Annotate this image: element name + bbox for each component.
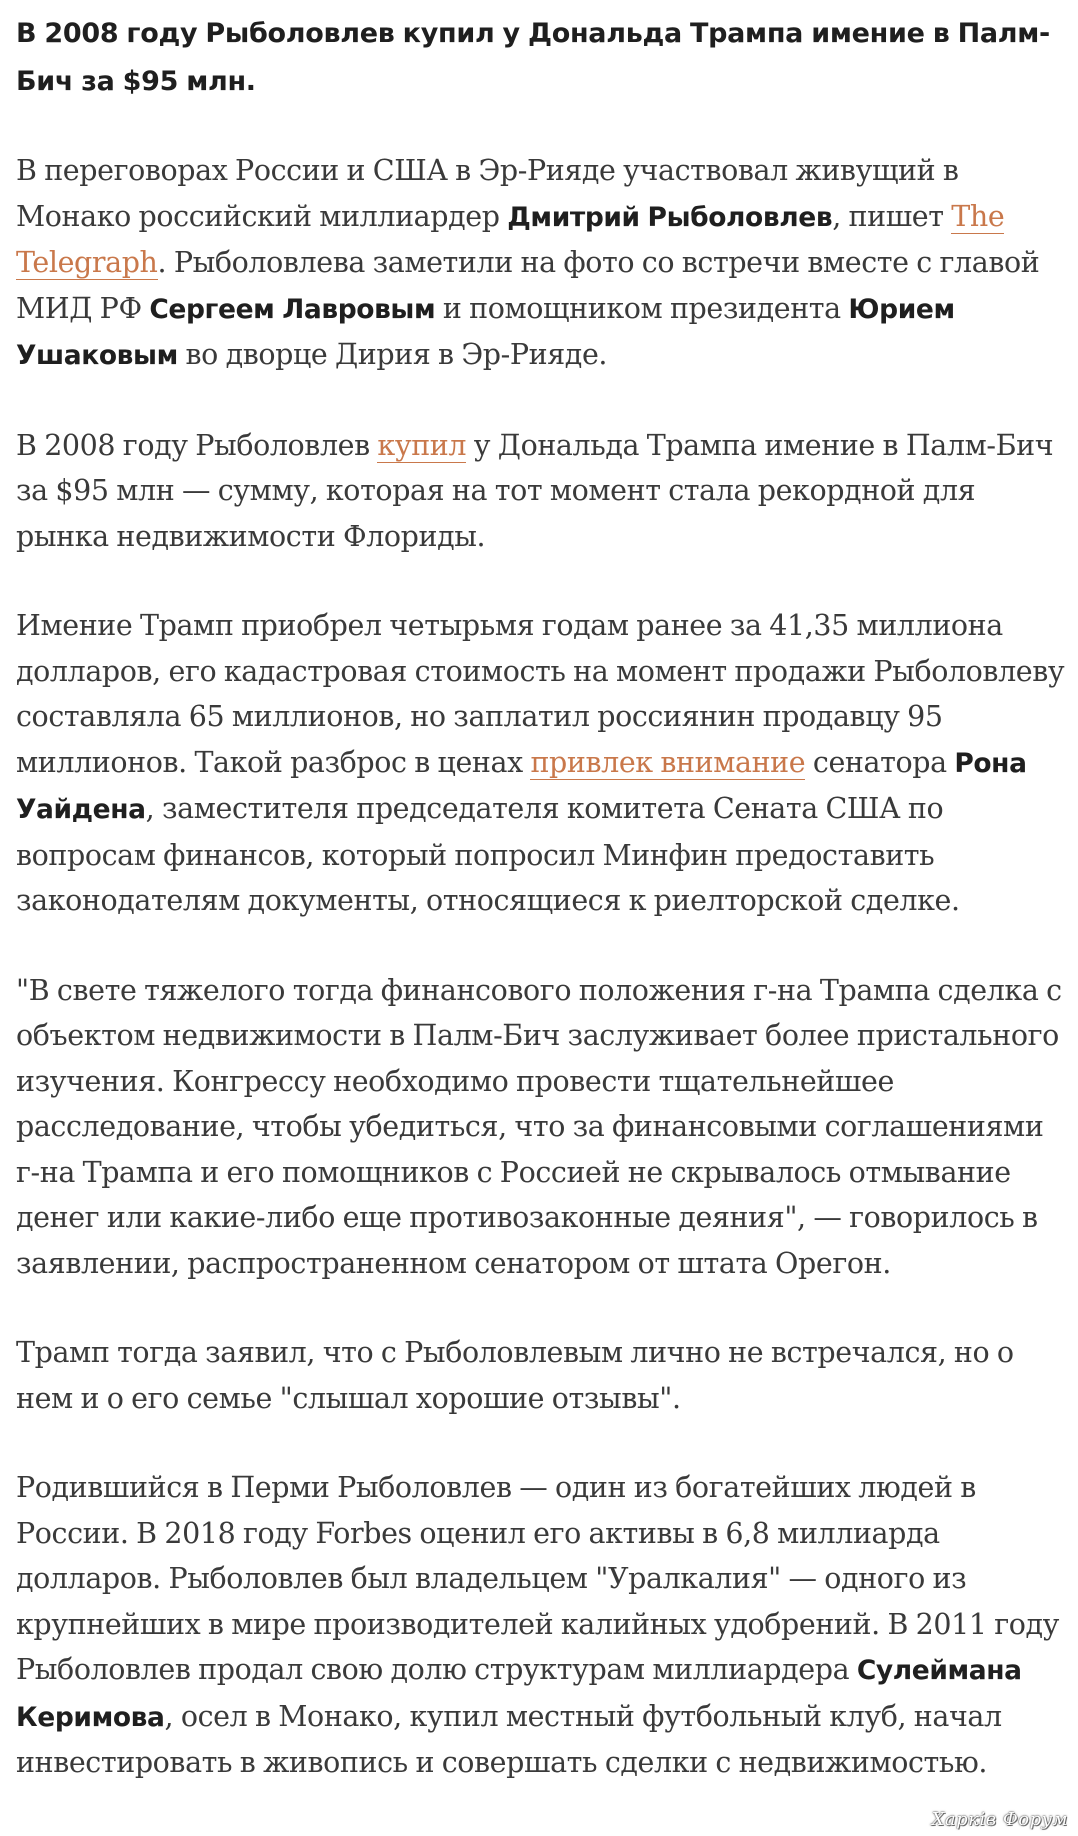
paragraph-price-details [16,603,1068,924]
paragraph-text: , осел в Монако, купил местный футбольный клуб, начал инвестировать в живопись и совершать сделки с недвижимостью. [16,1699,1002,1779]
paragraph-text: Трамп тогда заявил, что с Рыболовлевым лично не встречался, но о нем и о его семье "слышал хорошие отзывы". [16,1336,1014,1415]
paragraph-text: В переговорах России и США в Эр-Рияде участвовал живущий в Монако российский миллиардер [16,154,959,233]
link-the-telegraph[interactable]: The Telegraph [16,199,1005,279]
person-name-rybolovlev: Дмитрий Рыболовлев [507,201,833,233]
link-bought[interactable]: купил [377,428,467,462]
paragraph-text: и помощником президента [435,291,849,325]
person-name-kerimov: Сулеймана Керимова [16,1655,1022,1733]
paragraph-quote [16,968,1068,1287]
paragraph-text: Имение Трамп приобрел четырьмя годам ранее за 41,35 миллиона долларов, его кадастровая стоимость на момент продажи Рыболовлеву составляла 65 миллионов, но заплатил россиянин продавцу 95 миллионов. Такой разброс в ценах [16,609,1065,779]
link-attracted-attention[interactable]: привлек внимание [530,745,806,779]
paragraph-text: , пишет [832,199,952,233]
paragraph-negotiations [16,148,1068,379]
paragraph-text: у Дональда Трампа имение в Палм-Бич за $95 млн — сумму, которая на тот момент стала рекордной для рынка недвижимости Флориды. [16,428,1054,553]
person-name-ushakov: Юрием Ушаковым [16,293,955,371]
paragraph-purchase [16,423,1068,560]
person-name-wyden: Рона Уайдена [16,747,1027,825]
forum-watermark: Харків Форум [931,1809,1068,1830]
paragraph-text: Родившийся в Перми Рыболовлев — один из богатейших людей в России. В 2018 году Forbes оценил его активы в 6,8 миллиарда долларов. Рыболовлев был владельцем "Уралкалия" — одного из крупнейших в мире производителей калийных удобрений. В 2011 году Рыболовлев продал свою долю структурам миллиардера [16,1471,1060,1686]
paragraph-text: , заместителя председателя комитета Сената США по вопросам финансов, который попросил Минфин предоставить законодателям документы, относящиеся к риелторской сделке. [16,792,960,917]
person-name-lavrov: Сергеем Лавровым [149,293,436,325]
paragraph-biography [16,1465,1068,1786]
paragraph-text: во дворце Дирия в Эр-Рияде. [177,338,608,371]
paragraph-text: "В свете тяжелого тогда финансового положения г-на Трампа сделка с объектом недвижимости в Палм-Бич заслуживает более пристального изучения. Конгрессу необходимо провести тщательнейшее расследование, чтобы убедиться, что за финансовыми соглашениями г-на Трампа и его помощников с Россией не скрывалось отмывание денег или какие-либо еще противозаконные деяния", — говорилось в заявлении, распространенном сенатором от штата Орегон. [16,973,1062,1280]
article-headline: В 2008 году Рыболовлев купил у Дональда Трампа имение в Палм-Бич за $95 млн. [16,18,1050,97]
article [16,6,1068,1786]
paragraph-trump-statement [16,1330,1068,1421]
paragraph-text: . Рыболовлева заметили на фото со встречи вместе с главой МИД РФ [16,246,1040,325]
paragraph-text: сенатора [805,745,955,779]
paragraph-text: В 2008 году Рыболовлев [16,428,378,462]
